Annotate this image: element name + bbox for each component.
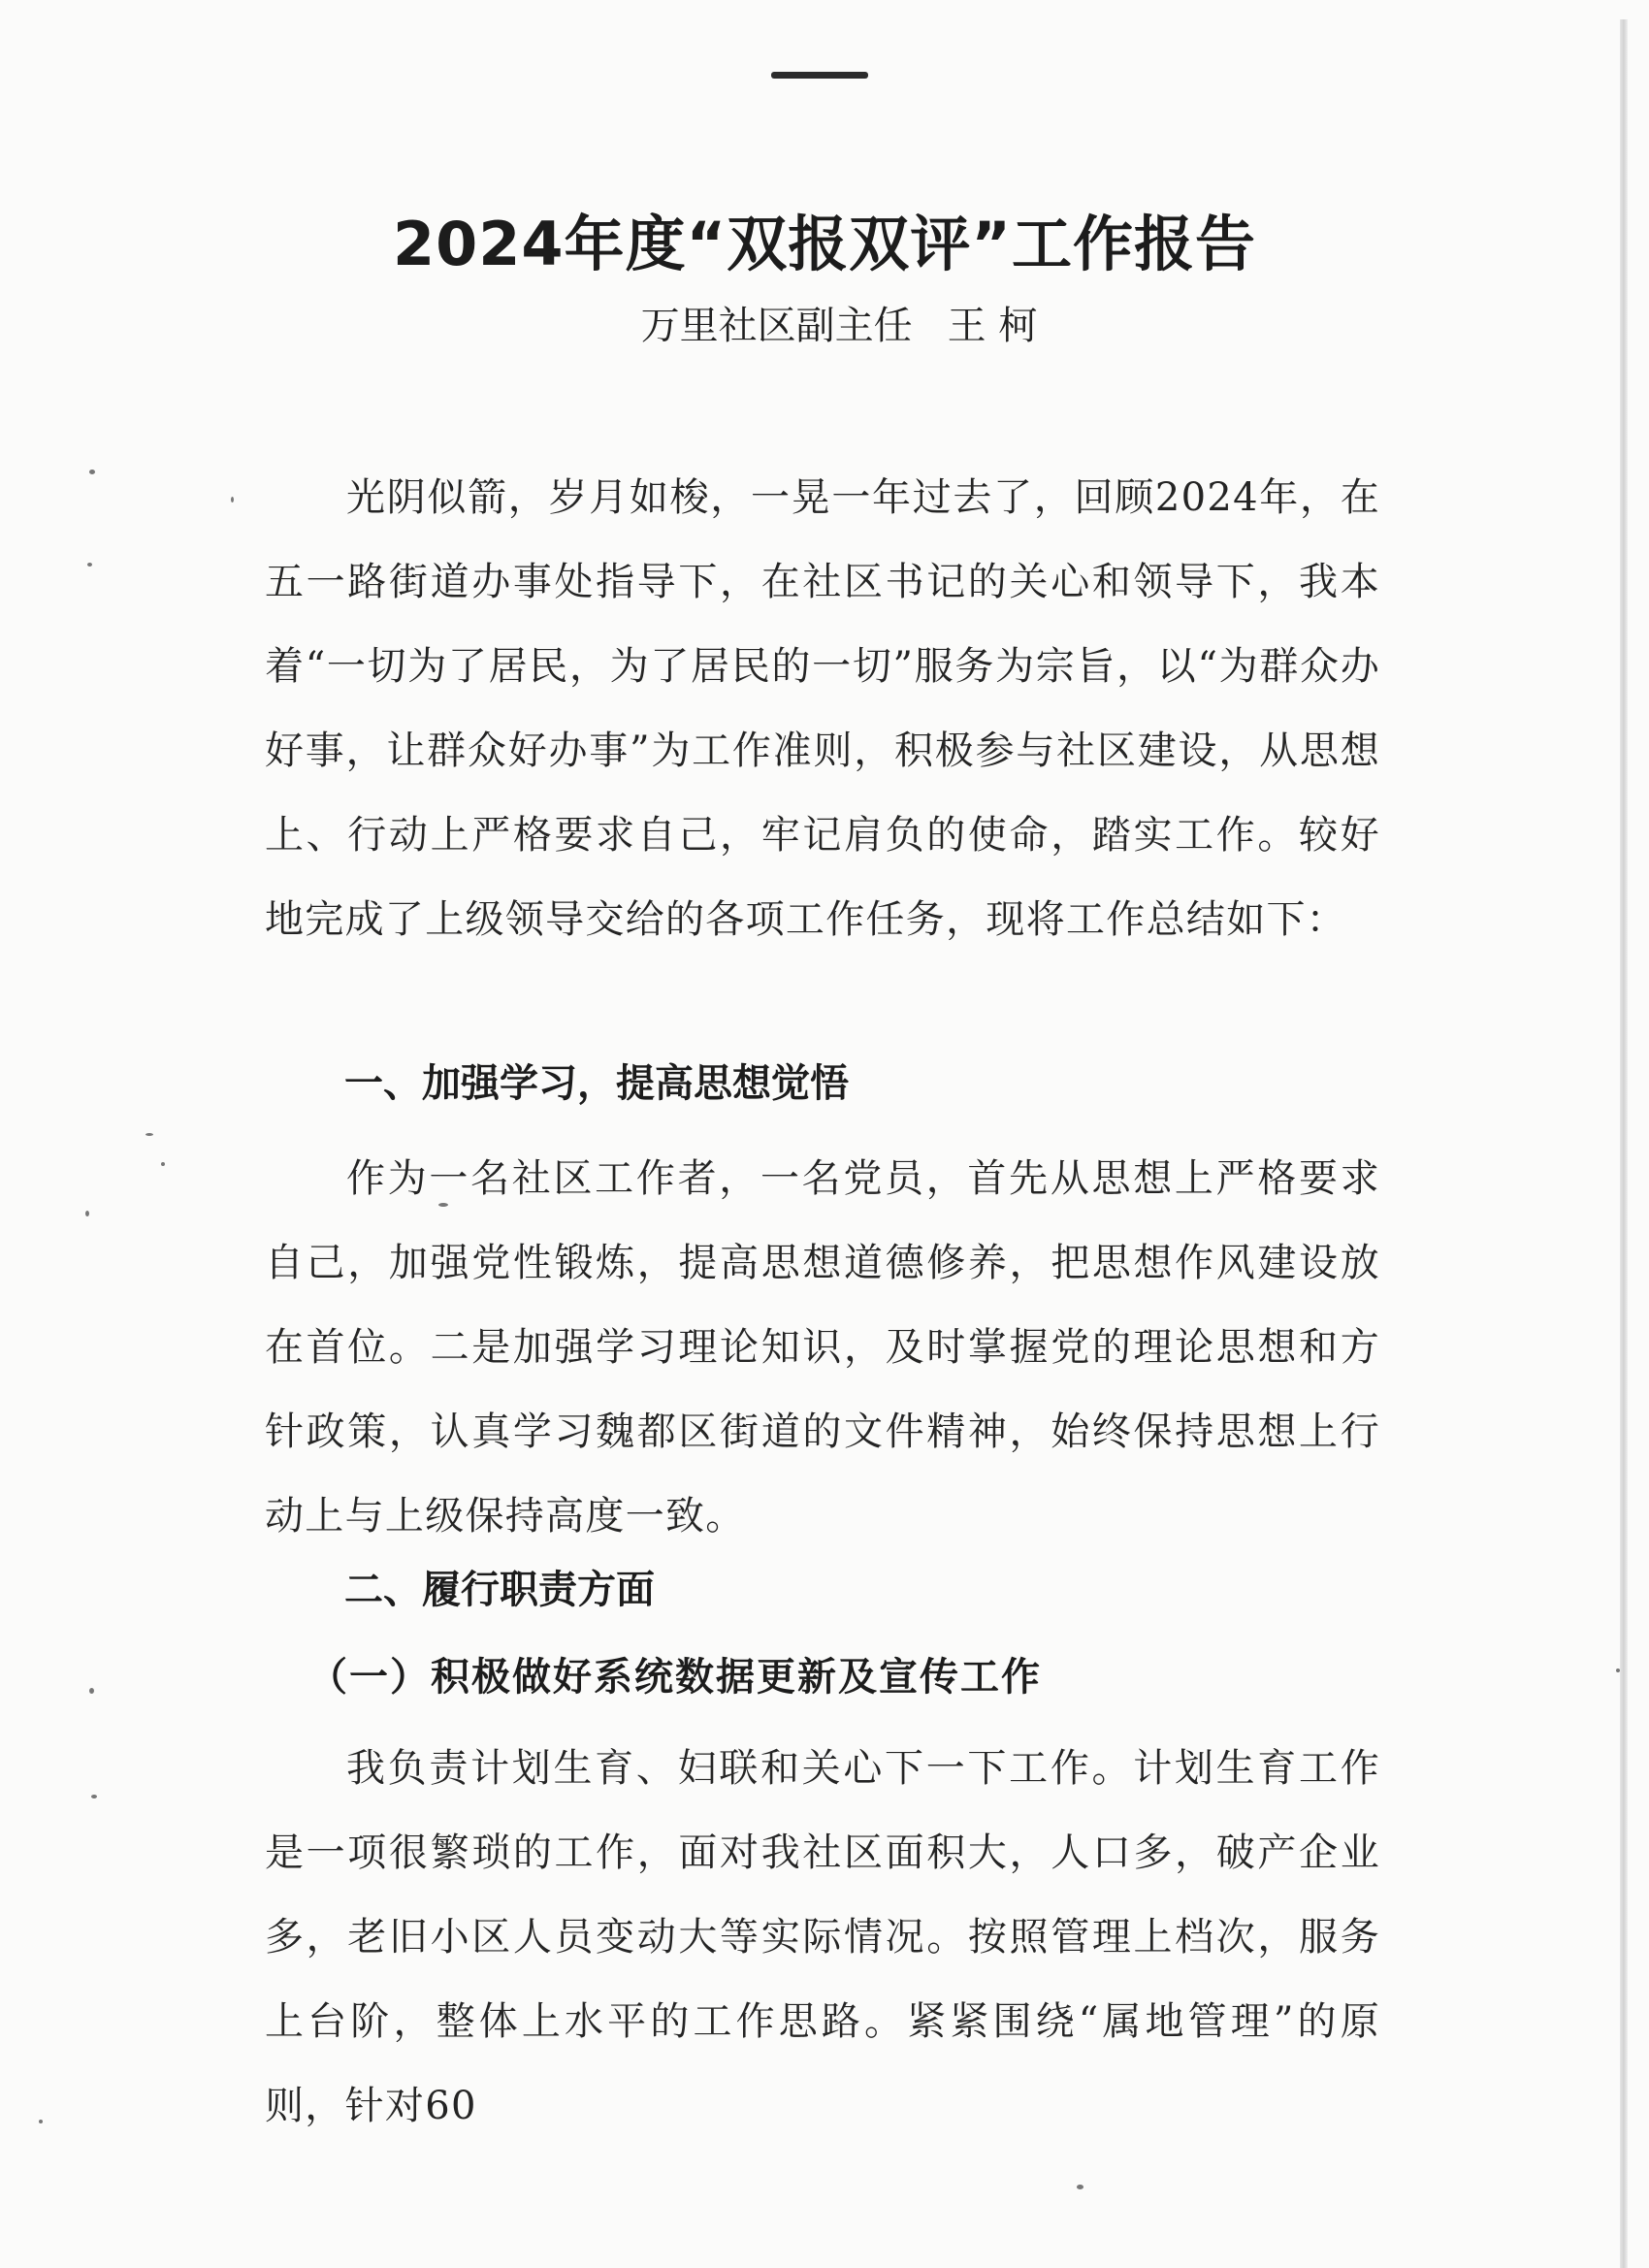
scan-speck <box>85 1211 89 1216</box>
paragraph-duties: 我负责计划生育、妇联和关心下一下工作。计划生育工作是一项很繁琐的工作，面对我社区面积大，人口多，破产企业多，老旧小区人员变动大等实际情况。按照管理上档次，服务上台阶，整体上水平的工作思路。紧紧围绕“属地管理”的原则，针对60 <box>265 1746 1380 2128</box>
scan-speck <box>89 1688 94 1694</box>
author-name: 王 柯 <box>947 304 1038 348</box>
document-title: 2024年度“双报双评”工作报告 <box>392 209 1257 279</box>
top-dash-mark <box>771 72 868 79</box>
scan-speck <box>161 1162 165 1166</box>
scan-speck <box>231 497 234 502</box>
scan-speck <box>87 563 92 567</box>
scan-speck <box>91 1795 97 1798</box>
paragraph-intro: 光阴似箭，岁月如梭，一晃一年过去了，回顾2024年，在五一路街道办事处指导下，在社区书记的关心和领导下，我本着“一切为了居民，为了居民的一切”服务为宗旨，以“为群众办好事，让群众好办事”为工作准则，积极参与社区建设，从思想上、行动上严格要求自己，牢记肩负的使命，踏实工作。较好地完成了上级领导交给的各项工作任务，现将工作总结如下： <box>265 475 1380 942</box>
section-heading-1: 一、加强学习，提高思想觉悟 <box>344 1061 849 1106</box>
scan-speck <box>39 2120 43 2123</box>
author-line <box>0 299 1649 353</box>
author-org: 万里社区副主任 <box>640 304 913 348</box>
section-heading-2: 二、履行职责方面 <box>344 1568 655 1612</box>
scan-speck <box>1077 2185 1083 2189</box>
scan-speck <box>438 1203 448 1207</box>
subsection-heading-1: （一）积极做好系统数据更新及宣传工作 <box>308 1654 1042 1700</box>
scan-speck <box>146 1133 153 1136</box>
scan-edge-shadow <box>1620 19 1628 2268</box>
scan-speck <box>1616 1669 1620 1672</box>
paragraph-study: 作为一名社区工作者，一名党员，首先从思想上严格要求自己，加强党性锻炼，提高思想道德修养，把思想作风建设放在首位。二是加强学习理论知识，及时掌握党的理论思想和方针政策，认真学习魏都区街道的文件精神，始终保持思想上行动上与上级保持高度一致。 <box>265 1156 1380 1539</box>
scan-speck <box>89 470 95 474</box>
